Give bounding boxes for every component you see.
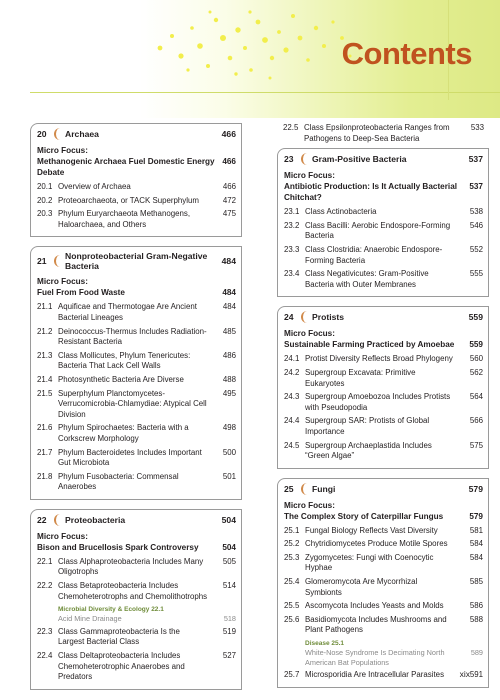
section-title: Deinococcus-Thermus Includes Radiation-Resistant Bacteria	[58, 326, 207, 347]
chapter-arc-icon	[301, 311, 309, 323]
section-number: 22.1	[37, 556, 53, 566]
section-number: 23.1	[284, 207, 300, 217]
micro-focus-label: Micro Focus:	[284, 500, 335, 510]
chapter-arc-icon	[54, 514, 62, 526]
section-title: Protist Diversity Reflects Broad Phylogeny	[305, 354, 453, 364]
section-number: 25.4	[284, 577, 300, 587]
toc-entry[interactable]	[284, 577, 483, 598]
section-title: Basidiomycota Includes Mushrooms and Plant Pathogens	[305, 614, 447, 635]
section-number: 23.4	[284, 269, 300, 279]
micro-focus-title: Methanogenic Archaea Fuel Domestic Energy Debate	[37, 157, 215, 177]
page-number: xix	[459, 669, 470, 679]
section-page: 484	[222, 302, 236, 312]
chapter-block	[30, 246, 242, 500]
section-title: Class Betaproteobacteria Includes Chemoheterotrophs and Chemolithotrophs	[58, 581, 208, 601]
section-number: 21.8	[37, 471, 53, 481]
section-title: Class Mollicutes, Phylum Tenericutes: Bacteria That Lack Cell Walls	[58, 350, 191, 371]
section-number: 22.5	[283, 123, 299, 132]
section-page: 566	[469, 416, 483, 426]
section-page: 555	[469, 269, 483, 279]
section-title: Supergroup Excavata: Primitive Eukaryotes	[305, 367, 416, 388]
chapter-block	[30, 509, 242, 690]
section-number: 20.2	[37, 195, 53, 205]
section-page: 552	[469, 244, 483, 254]
toc-entry[interactable]	[37, 389, 236, 421]
toc-entry[interactable]	[284, 354, 483, 365]
micro-focus-title: Sustainable Farming Practiced by Amoebae	[284, 340, 455, 350]
toc-entry[interactable]	[37, 423, 236, 444]
section-number: 21.4	[37, 374, 53, 384]
section-number: 24.2	[284, 367, 300, 377]
section-number: 25.3	[284, 552, 300, 562]
section-number: 21.7	[37, 447, 53, 457]
section-number: 21.2	[37, 326, 53, 336]
section-page: 498	[222, 423, 236, 433]
section-page: 584	[469, 552, 483, 562]
section-number: 25.5	[284, 601, 300, 611]
chapter-number: 22	[37, 514, 47, 525]
toc-entry[interactable]	[284, 207, 483, 218]
toc-entry[interactable]	[37, 448, 236, 469]
section-title: Phylum Euryarchaeota Methanogens, Haloarchaea, and Others	[58, 209, 191, 229]
feature-box-title: White-Nose Syndrome Is Decimating North American Bat Populations	[305, 648, 445, 667]
section-page: 519	[222, 626, 236, 636]
toc-entry[interactable]	[284, 526, 483, 537]
chapter-heading[interactable]	[284, 311, 483, 323]
chapter-block	[277, 306, 489, 468]
section-title: Aquificae and Thermotogae Are Ancient Bacterial Lineages	[58, 302, 197, 322]
chapter-block	[277, 123, 489, 144]
toc-left-column	[30, 123, 242, 699]
chapter-arc-icon	[54, 128, 62, 140]
toc-entry[interactable]	[283, 123, 484, 144]
micro-focus-page: 504	[222, 542, 236, 552]
section-title: Phylum Fusobacteria: Commensal Anaerobes	[58, 471, 179, 492]
chapter-page: 559	[468, 312, 483, 323]
section-page: 475	[222, 209, 236, 219]
chapter-number: 25	[284, 483, 294, 494]
toc-entry[interactable]	[37, 351, 236, 372]
section-page: 584	[469, 539, 483, 549]
micro-focus-entry[interactable]	[284, 511, 483, 522]
section-page: 500	[222, 447, 236, 457]
section-page: 585	[469, 577, 483, 587]
chapter-title: Nonproteobacterial Gram-Negative Bacteria	[65, 251, 208, 272]
chapter-page: 484	[221, 256, 236, 267]
toc-right-column	[277, 123, 489, 697]
micro-focus-title: Antibiotic Production: Is It Actually Bacterial Chitchat?	[284, 182, 458, 203]
section-page: 586	[469, 601, 483, 611]
toc-entry[interactable]	[284, 221, 483, 242]
section-number: 25.7	[284, 670, 300, 680]
chapter-page: 466	[221, 129, 236, 139]
micro-focus-page: 559	[469, 340, 483, 350]
micro-focus-title: Bison and Brucellosis Spark Controversy	[37, 542, 199, 552]
section-title: Class Gammaproteobacteria Is the Largest Bacterial Class	[58, 626, 180, 647]
toc-entry[interactable]	[284, 601, 483, 612]
section-page: 581	[469, 525, 483, 535]
section-title: Glomeromycota Are Mycorrhizal Symbionts	[305, 577, 418, 597]
toc-entry[interactable]	[284, 615, 483, 636]
section-title: Supergroup SAR: Protists of Global Importance	[305, 416, 430, 436]
toc-entry[interactable]	[284, 539, 483, 550]
feature-box-page: 589	[470, 648, 483, 658]
chapter-page: 579	[468, 483, 483, 494]
micro-focus-page: 579	[469, 511, 483, 521]
page-title: Contents	[341, 36, 472, 71]
chapter-heading[interactable]	[284, 153, 483, 165]
chapter-arc-icon	[301, 483, 309, 495]
micro-focus-label: Micro Focus:	[284, 171, 335, 181]
toc-entry[interactable]	[284, 670, 483, 681]
feature-box-row	[305, 648, 483, 667]
section-number: 24.1	[284, 354, 300, 364]
section-number: 22.3	[37, 626, 53, 636]
toc-entry[interactable]	[37, 196, 236, 207]
micro-focus-entry[interactable]	[37, 542, 236, 553]
section-page: 486	[222, 350, 236, 360]
section-number: 21.6	[37, 423, 53, 433]
micro-focus-label: Micro Focus:	[37, 531, 88, 541]
section-number: 23.2	[284, 220, 300, 230]
chapter-number: 21	[37, 256, 47, 267]
chapter-number: 23	[284, 154, 294, 165]
section-number: 25.2	[284, 539, 300, 549]
chapter-title: Fungi	[312, 483, 336, 494]
micro-focus-entry[interactable]	[284, 339, 483, 350]
chapter-arc-icon	[301, 153, 309, 165]
section-page: 564	[469, 392, 483, 402]
chapter-heading[interactable]	[37, 128, 236, 140]
feature-box-entry[interactable]	[305, 639, 483, 667]
section-page: 575	[469, 440, 483, 450]
decorative-dots	[150, 8, 360, 88]
section-title: Class Epsilonproteobacteria Ranges from Pathogens to Deep-Sea Bacteria	[304, 123, 450, 143]
section-title: Proteoarchaeota, or TACK Superphylum	[58, 195, 199, 205]
feature-box-label: Disease 25.1	[305, 640, 345, 648]
feature-box-page: 518	[223, 614, 236, 624]
section-page: 533	[470, 123, 484, 132]
section-title: Chytridiomycetes Produce Motile Spores	[305, 539, 448, 549]
section-page: 514	[222, 581, 236, 591]
section-title: Zygomycetes: Fungi with Coenocytic Hyphae	[305, 552, 434, 573]
section-title: Photosynthetic Bacteria Are Diverse	[58, 374, 184, 384]
chapter-block	[277, 478, 489, 688]
section-number: 24.3	[284, 392, 300, 402]
section-page: 560	[469, 354, 483, 364]
section-title: Class Deltaproteobacteria Includes Chemoheterotrophic Anaerobes and Predators	[58, 651, 185, 682]
micro-focus-label: Micro Focus:	[37, 146, 88, 155]
chapter-title: Gram-Positive Bacteria	[312, 154, 407, 165]
section-page: 466	[222, 182, 236, 191]
section-title: Class Negativicutes: Gram-Positive Bacteria with Outer Membranes	[305, 269, 429, 289]
toc-entry[interactable]	[37, 472, 236, 493]
section-number: 24.4	[284, 416, 300, 426]
section-number: 20.3	[37, 209, 53, 219]
section-number: 22.2	[37, 581, 53, 591]
micro-focus-entry[interactable]	[37, 156, 236, 178]
section-page: 546	[469, 220, 483, 230]
toc-entry[interactable]	[37, 302, 236, 323]
section-page: 485	[222, 326, 236, 336]
toc-entry[interactable]	[284, 269, 483, 290]
toc-entry[interactable]	[37, 651, 236, 683]
toc-entry[interactable]	[37, 627, 236, 648]
section-page: 527	[222, 651, 236, 661]
section-page: 538	[469, 207, 483, 217]
section-title: Class Alphaproteobacteria Includes Many Oligotrophs	[58, 556, 204, 577]
micro-focus-page: 537	[469, 182, 483, 192]
section-number: 21.5	[37, 388, 53, 398]
section-page: 591	[469, 670, 483, 680]
toc-entry[interactable]	[284, 441, 483, 462]
micro-focus-page: 466	[222, 157, 236, 166]
toc-entry[interactable]	[37, 209, 236, 230]
micro-focus-entry[interactable]	[284, 181, 483, 203]
section-title: Phylum Spirochaetes: Bacteria with a Corkscrew Morphology	[58, 423, 189, 443]
chapter-page: 537	[468, 154, 483, 165]
micro-focus-entry[interactable]	[37, 287, 236, 298]
section-number: 24.5	[284, 440, 300, 450]
toc-entry[interactable]	[37, 581, 236, 602]
chapter-heading[interactable]	[37, 251, 236, 271]
section-page: 495	[222, 388, 236, 398]
micro-focus-label: Micro Focus:	[284, 329, 335, 339]
chapter-title: Proteobacteria	[65, 514, 126, 525]
section-title: Overview of Archaea	[58, 182, 131, 191]
section-number: 20.1	[37, 182, 53, 191]
toc-entry[interactable]	[284, 245, 483, 266]
section-title: Class Clostridia: Anaerobic Endospore-Forming Bacteria	[305, 244, 443, 265]
toc-entry[interactable]	[37, 375, 236, 386]
section-number: 25.1	[284, 525, 300, 535]
chapter-heading[interactable]	[37, 514, 236, 526]
section-title: Class Bacilli: Aerobic Endospore-Forming Bacteria	[305, 220, 451, 241]
section-page: 505	[222, 556, 236, 566]
section-page: 562	[469, 367, 483, 377]
chapter-page: 504	[221, 514, 236, 525]
section-page: 488	[222, 374, 236, 384]
toc-entry[interactable]	[284, 368, 483, 389]
section-title: Superphylum Planctomycetes-Verrucomicrobia-Chlamydiae: Atypical Cell Division	[58, 388, 207, 419]
section-page: 472	[222, 195, 236, 205]
section-page: 588	[469, 614, 483, 624]
chapter-number: 20	[37, 129, 47, 139]
micro-focus-page: 484	[222, 288, 236, 298]
chapter-heading[interactable]	[284, 483, 483, 495]
section-title: Ascomycota Includes Yeasts and Molds	[305, 601, 444, 611]
feature-box-title: Acid Mine Drainage	[58, 614, 122, 624]
feature-box-row	[58, 614, 236, 624]
toc-entry[interactable]	[284, 416, 483, 437]
section-title: Supergroup Amoebozoa Includes Protists with Pseudopodia	[305, 392, 451, 412]
chapter-number: 24	[284, 312, 294, 323]
chapter-block	[30, 123, 242, 237]
section-number: 25.6	[284, 614, 300, 624]
toc-entry[interactable]	[284, 392, 483, 413]
micro-focus-title: The Complex Story of Caterpillar Fungus	[284, 511, 444, 521]
micro-focus-title: Fuel From Food Waste	[37, 288, 125, 298]
section-title: Microsporidia Are Intracellular Parasites	[305, 670, 445, 680]
section-number: 22.4	[37, 651, 53, 661]
section-number: 21.1	[37, 302, 53, 312]
section-title: Class Actinobacteria	[305, 207, 377, 217]
header-rule	[30, 92, 500, 93]
chapter-block	[277, 148, 489, 297]
section-number: 21.3	[37, 350, 53, 360]
feature-box-label: Microbial Diversity & Ecology 22.1	[58, 606, 164, 614]
chapter-title: Archaea	[65, 129, 99, 139]
toc-entry[interactable]	[284, 553, 483, 574]
chapter-title: Protists	[312, 312, 344, 323]
section-page: 501	[222, 471, 236, 481]
section-title: Supergroup Archaeplastida Includes “Green Algae”	[305, 440, 432, 461]
feature-box-entry[interactable]	[58, 605, 236, 624]
section-number: 23.3	[284, 244, 300, 254]
toc-entry[interactable]	[37, 327, 236, 348]
section-title: Phylum Bacteroidetes Includes Important Gut Microbiota	[58, 447, 202, 468]
toc-entry[interactable]	[37, 557, 236, 578]
toc-entry[interactable]	[37, 182, 236, 193]
chapter-arc-icon	[54, 255, 62, 267]
micro-focus-label: Micro Focus:	[37, 277, 88, 287]
section-title: Fungal Biology Reflects Vast Diversity	[305, 525, 438, 535]
